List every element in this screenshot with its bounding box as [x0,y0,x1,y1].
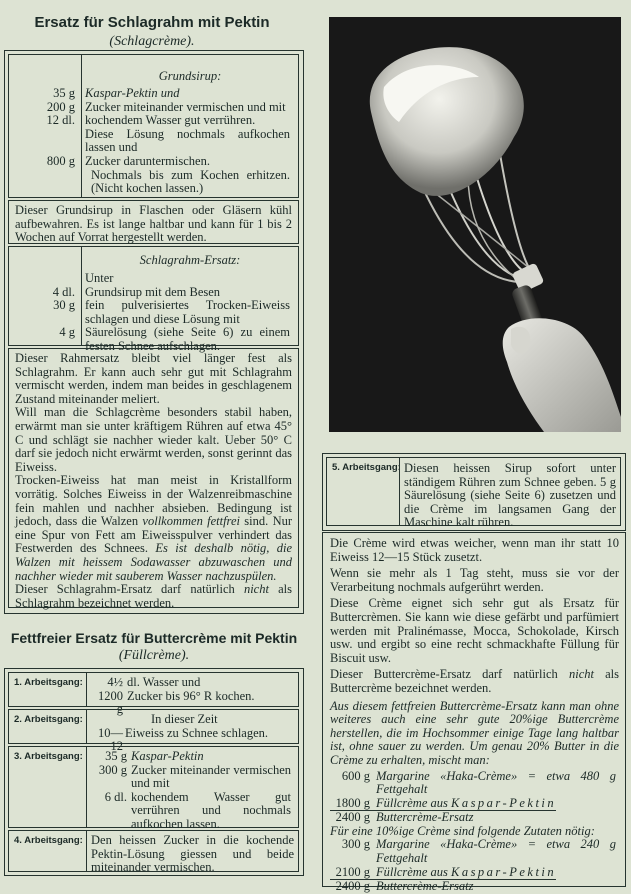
note-paragraph: Dieser Schlagrahm-Ersatz darf natürlich nicht als Schlagrahm bezeichnet werden. [15,582,293,610]
recipe2-title: Fettfreier Ersatz für Buttercrème mit Pektin [10,630,298,646]
step-5 [326,457,621,530]
note-paragraph: Dieser Buttercrème-Ersatz darf natürlich nicht als Buttercrème bezeichnet werden. [330,667,620,695]
ingredient-text: Zucker miteinander vermischen und mit [85,99,286,114]
note-paragraph: Dieser Rahmersatz bleibt viel länger fest als Schlagrahm. Er kann auch sehr gut mit Schlagrahm vermischt werden, indem man beides in geschlagenem Zustand miteinander meliert. [15,351,292,406]
step-text: In dieser Zeit 10—12 Eiweiss zu Schnee schlagen. [98,712,269,754]
recipe-10-percent: 300 g Margarine «Haka-Crème» = etwa 240 g Fettgehalt 2100 g Füllcrème aus Kaspar-Pektin 2400 g Buttercrème-Ersatz [330,838,619,893]
amount [9,169,75,196]
amount [9,272,75,286]
note-paragraph: Die Crème wird etwas weicher, wenn man ihr statt 10 Eiweiss 12—15 Stück zusetzt. [330,536,619,564]
step-text: 35 g Kaspar-Pektin 300 g Zucker miteinander vermischen und mit 6 dl. kochendem Wasser gut verrühren und nochmals aufkochen lassen. [98,749,291,831]
amount: 4 dl. [52,284,75,299]
schlagrahm-header: Schlagrahm-Ersatz: [139,253,241,267]
step-text: Den heissen Zucker in die kochende Pektin-Lösung giessen und beide miteinander vermischen. [91,833,294,875]
step-3 [8,746,299,831]
ingredient-text: Kaspar-Pektin und [85,86,180,100]
amount: 800 g [46,153,75,168]
step-label: 1. Arbeitsgang: [14,677,83,688]
amount: 300 g [341,837,370,852]
step-label: 3. Arbeitsgang: [14,751,83,762]
step-2 [8,709,299,754]
step-label: 4. Arbeitsgang: [14,835,83,846]
amount [9,128,75,155]
amount: 200 g [46,99,75,114]
whisk-photo [329,17,621,432]
whisk-with-cream-image [329,17,621,432]
note-paragraph: Aus diesem fettfreien Buttercrème-Ersatz kann man ohne weiteres auch eine sehr gute 20%ige Buttercrème herstellen, die im Hochsommer einige Tage lang haltbar ist, ohne sauer zu werden. Um genau 20% Butter in die Crème zu erhalten, mischt man: [330,698,619,767]
step-4 [8,830,299,875]
amount: 600 g [341,768,370,783]
ingredient-text: Buttercrème-Ersatz [376,810,474,825]
buttercreme-notes [322,532,626,894]
amount: 12 dl. [46,113,75,128]
ingredient-text: Nochmals bis zum Kochen erhitzen. (Nicht kochen lassen.) [91,167,290,196]
ingredient-text: fein pulverisiertes Trocken-Eiweiss schlagen und diese Lösung mit [85,298,290,326]
schlagrahm-list [9,272,298,354]
step-text: 4½ dl. Wasser und 1200 g Zucker bis 96° R kochen. [98,675,255,717]
amount: 2400 g [335,810,370,825]
note-paragraph: Für eine 10%ige Crème sind folgende Zutaten nötig: [330,823,595,838]
amount: 2100 g [335,864,370,879]
note-paragraph: Wenn sie mehr als 1 Tag steht, muss sie vor der Verarbeitung nochmals aufgerührt werden. [330,566,619,594]
note-paragraph: Diese Crème eignet sich sehr gut als Ersatz für Buttercrèmen. Sie kann wie diese gefärbt und parfümiert werden mit Pralinémasse, Mocca, Schokolade, Kirsch usw. und ergibt so eine recht schmackhafte Füllung für Biscuit usw. [330,596,619,665]
recipe-subtitle: (Schlagcrème). [109,34,195,49]
step-1 [8,672,299,717]
ingredient-text: Diese Lösung nochmals aufkochen lassen und [85,126,290,155]
ingredient-text: Grundsirup mit dem Besen [85,284,221,299]
recipe-20-percent: 600 g Margarine «Haka-Crème» = etwa 480 g Fettgehalt 1800 g Füllcrème aus Kaspar-Pektin 2400 g Buttercrème-Ersatz [330,770,619,825]
step-label: 5. Arbeitsgang: [332,462,401,473]
steps-frame [4,668,304,876]
ingredient-text: Säurelösung (siehe Seite 6) zu einem festen Schnee aufschlagen. [85,325,290,353]
ingredient-text: Unter [85,271,114,285]
amount: 30 g [53,298,75,313]
grundsirup-box [8,54,299,198]
ingredient-text: kochendem Wasser gut verrühren. [85,113,256,128]
ingredient-text: Zucker daruntermischen. [85,153,210,168]
note-paragraph: Will man die Schlagcrème besonders stabil haben, erwärmt man sie unter kräftigem Rühren auf etwa 45° C und schlägt sie nachher wieder kalt. Ueber 50° C darf sie jedoch nicht erwärmt werden, sonst gerinnt das Eiweiss. [15,405,292,474]
ingredient-text: Buttercrème-Ersatz [376,879,474,894]
amount: 1800 g [335,795,370,810]
grundsirup-list [9,87,298,196]
note-paragraph: Trocken-Eiweiss hat man meist in Kristallform vorrätig. Solches Eiweiss in der Walzenreibmaschine fein mahlen und nachher absieben. Bedingung ist jedoch, dass die Walzen vollkommen fettfrei sind. Nur eine Spur von Fett am Eiweisspulver verhindert das Festwerden des Schnees. Es ist deshalb nötig, die Walzen mit heissem Sodawasser abzuwaschen und nachher wieder mit sauberem Wasser nachzuspülen. [15,473,293,583]
recipe-frame [4,50,304,614]
amount: 35 g [53,86,75,100]
step-text: Diesen heissen Sirup sofort unter ständigem Rühren zum Schnee geben. 5 g Säurelösung (siehe Seite 6) zusetzen und die Crème im langsamen Gang der Maschine kalt rühren. [404,461,616,530]
brand-name: Kaspar-Pektin [450,795,557,810]
recipe-title: Ersatz für Schlagrahm mit Pektin [34,14,270,31]
schlagrahm-box [8,246,299,353]
amount: 4 g [59,325,75,340]
brand-name: Kaspar-Pektin [450,864,557,879]
step5-frame [322,453,626,531]
storage-note: Dieser Grundsirup in Flaschen oder Gläsern kühl aufbewahren. Es ist lange haltbar und kann für 1 bis 2 Wochen auf Vorrat hergestellt werden. [8,200,299,244]
notes-box [8,348,299,608]
ingredient-text: Margarine «Haka-Crème» = etwa 480 g Fettgehalt [376,768,616,797]
step-label: 2. Arbeitsgang: [14,714,83,725]
amount: 2400 g [335,879,370,894]
ingredient-text: Margarine «Haka-Crème» = etwa 240 g Fettgehalt [376,837,616,866]
recipe2-subtitle: (Füllcrème). [118,648,190,663]
grundsirup-header: Grundsirup: [158,69,222,83]
